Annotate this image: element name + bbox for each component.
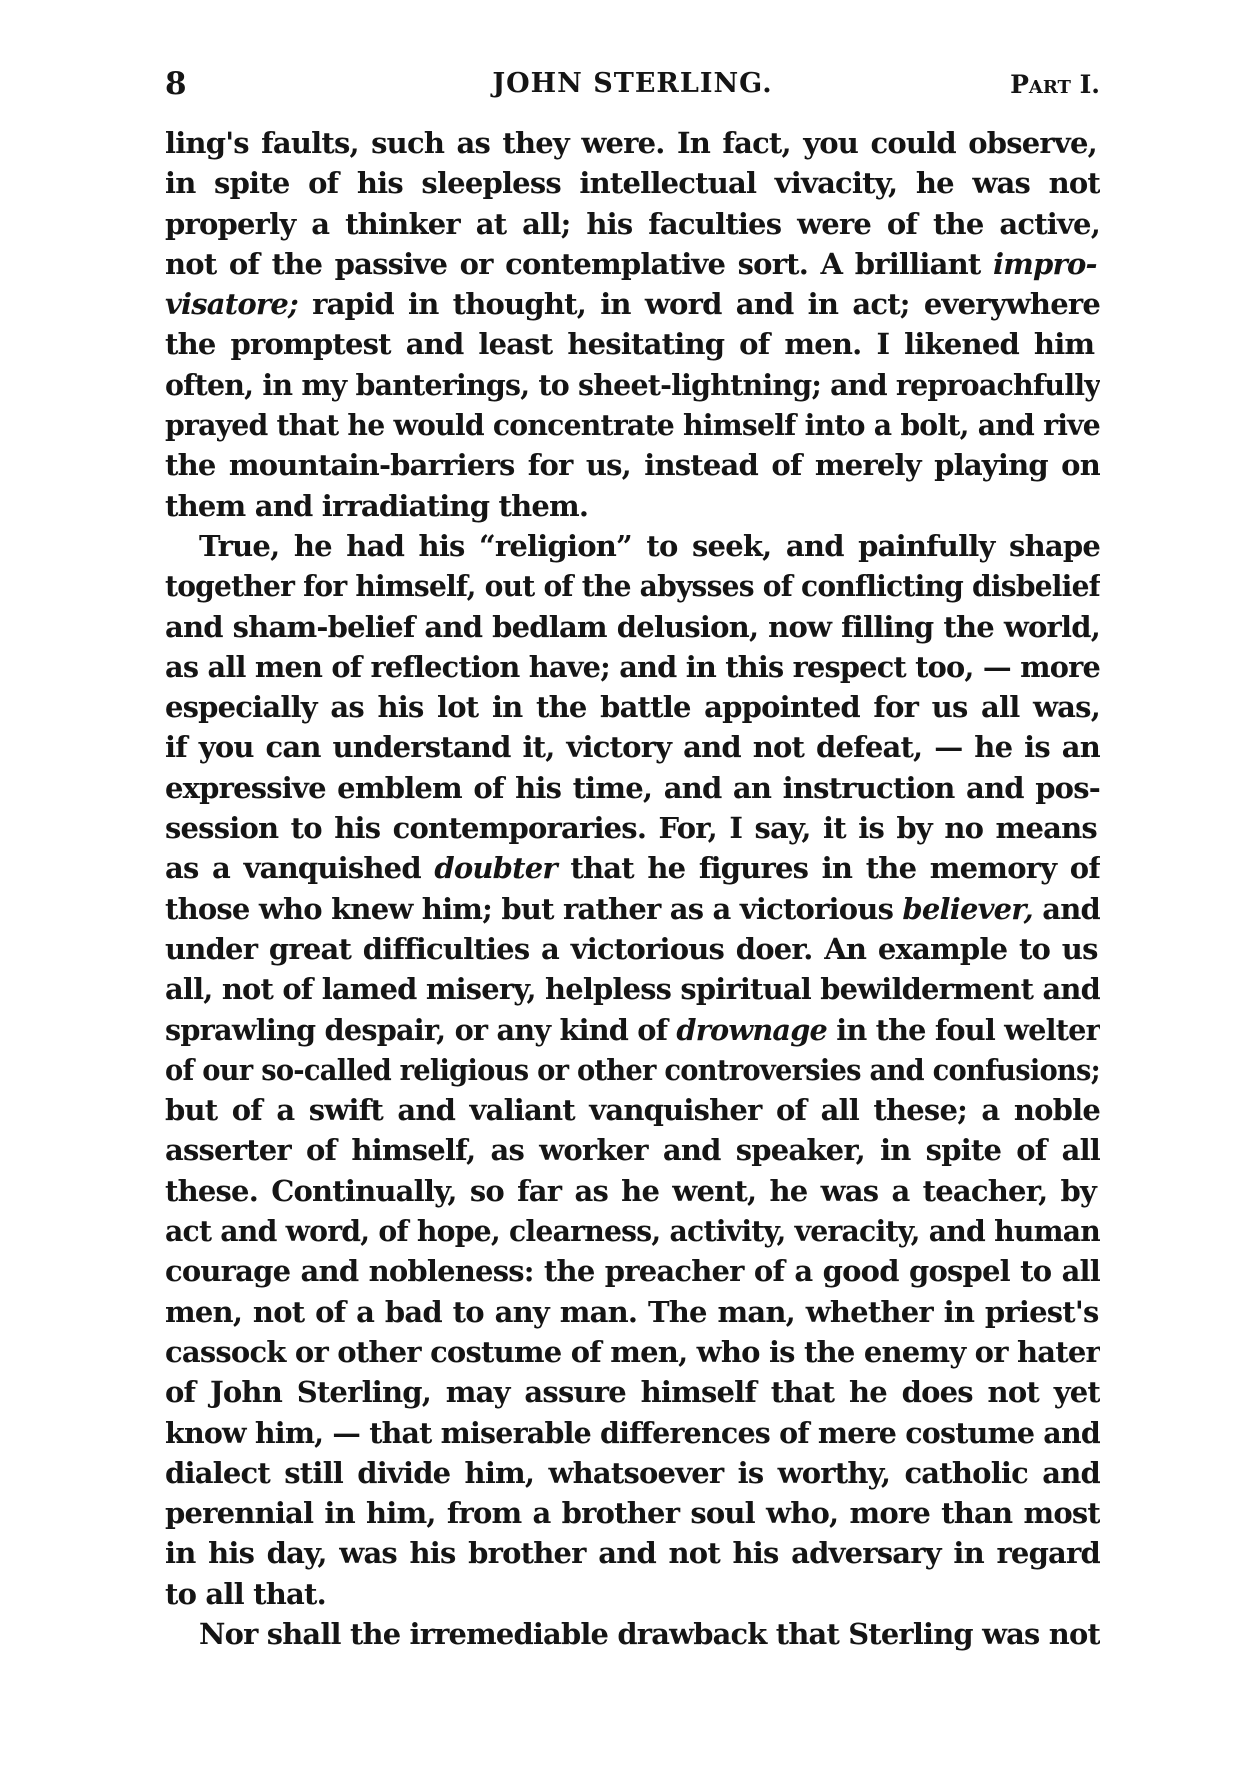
text-run: and <box>1032 891 1100 926</box>
text-run: if you can understand it, victory and not defeat, — he is an <box>165 730 1100 765</box>
text-run: often, in my banterings, to sheet-lightning; and reproachfully <box>165 367 1100 402</box>
text-line <box>165 607 1100 647</box>
text-line <box>165 687 1100 727</box>
text-line <box>165 808 1100 848</box>
text-line <box>165 526 1100 566</box>
page-header <box>165 66 1100 110</box>
text-line <box>165 204 1100 244</box>
text-line <box>165 1171 1100 1211</box>
text-line <box>165 324 1100 364</box>
text-run: rapid in thought, in word and in act; everywhere <box>297 287 1100 322</box>
italic-text: visatore; <box>165 287 298 322</box>
text-run: but of a swift and valiant vanquisher of all these; a noble <box>165 1093 1100 1128</box>
running-title: JOHN STERLING. <box>492 68 773 99</box>
text-line <box>165 848 1100 888</box>
text-run: as a vanquished <box>165 851 435 886</box>
text-run: those who knew him; but rather as a victorious <box>165 891 903 926</box>
part-label: Part I. <box>1010 70 1100 99</box>
text-run: the promptest and least hesitating of men. I likened him <box>165 327 1095 362</box>
text-line <box>165 1574 1100 1614</box>
italic-text: doubter <box>434 851 557 886</box>
text-run: the mountain-barriers for us, instead of merely playing on <box>165 448 1100 483</box>
text-line <box>165 1533 1100 1573</box>
text-run: courage and nobleness: the preacher of a good gospel to all <box>165 1254 1100 1289</box>
text-line <box>165 1332 1100 1372</box>
text-run: sprawling despair, or any kind of <box>165 1012 677 1047</box>
text-run: to all that. <box>165 1576 326 1611</box>
text-run: especially as his lot in the battle appointed for us all was, <box>165 690 1100 725</box>
text-run: Nor shall the irremediable drawback that Sterling was not <box>199 1616 1100 1651</box>
text-run: men, not of a bad to any man. The man, whether in priest's <box>165 1294 1099 1329</box>
text-run: session to his contemporaries. For, I say, it is by no means <box>165 811 1097 846</box>
text-run: as all men of reflection have; and in this respect too, — more <box>165 649 1100 684</box>
text-line <box>165 768 1100 808</box>
text-line <box>165 647 1100 687</box>
text-line <box>165 1010 1100 1050</box>
text-run: together for himself, out of the abysses of conflicting disbelief <box>165 569 1100 604</box>
text-run: of our so-called religious or other controversies and confusions; <box>165 1052 1100 1087</box>
text-run: in the foul welter <box>826 1012 1100 1047</box>
text-run: under great difficulties a victorious doer. An example to us <box>165 931 1098 966</box>
text-run: know him, — that miserable differences of mere costume and <box>165 1415 1100 1450</box>
text-line <box>165 163 1100 203</box>
text-run: asserter of himself, as worker and speaker, in spite of all <box>165 1133 1100 1168</box>
text-line <box>165 365 1100 405</box>
text-line <box>165 123 1100 163</box>
text-line <box>165 727 1100 767</box>
text-run: all, not of lamed misery, helpless spiritual bewilderment and <box>165 972 1100 1007</box>
text-line <box>165 889 1100 929</box>
italic-text: drownage <box>676 1012 827 1047</box>
text-run: of John Sterling, may assure himself that he does not yet <box>165 1375 1100 1410</box>
text-line <box>165 1090 1100 1130</box>
text-run: act and word, of hope, clearness, activity, veracity, and human <box>165 1214 1100 1249</box>
text-line <box>165 1211 1100 1251</box>
text-line <box>165 1453 1100 1493</box>
text-line <box>165 1413 1100 1453</box>
page-number: 8 <box>165 66 187 102</box>
text-line <box>165 1050 1100 1090</box>
text-line <box>165 1130 1100 1170</box>
text-line <box>165 445 1100 485</box>
text-line <box>165 929 1100 969</box>
text-line <box>165 284 1100 324</box>
text-run: properly a thinker at all; his faculties were of the active, <box>165 206 1100 241</box>
text-line <box>165 405 1100 445</box>
body-text <box>165 123 1100 1654</box>
text-run: them and irradiating them. <box>165 488 589 523</box>
text-run: ling's faults, such as they were. In fact, you could observe, <box>165 126 1097 160</box>
text-run: in his day, was his brother and not his adversary in regard <box>165 1536 1100 1571</box>
text-line <box>165 1292 1100 1332</box>
text-run: True, he had his “religion” to seek, and painfully shape <box>199 528 1100 563</box>
text-line <box>165 486 1100 526</box>
text-run: perennial in him, from a brother soul who, more than most <box>165 1496 1100 1531</box>
text-run: expressive emblem of his time, and an instruction and pos- <box>165 770 1100 805</box>
italic-text: impro- <box>992 246 1097 281</box>
text-run: cassock or other costume of men, who is the enemy or hater <box>165 1334 1100 1369</box>
text-line <box>165 1493 1100 1533</box>
text-run: prayed that he would concentrate himself into a bolt, and rive <box>165 408 1100 443</box>
text-run: dialect still divide him, whatsoever is worthy, catholic and <box>165 1455 1100 1490</box>
text-line <box>165 244 1100 284</box>
italic-text: believer, <box>902 891 1033 926</box>
text-line <box>165 1372 1100 1412</box>
text-line <box>165 1251 1100 1291</box>
text-line <box>165 566 1100 606</box>
text-run: not of the passive or contemplative sort. A brilliant <box>165 246 993 281</box>
text-line <box>165 1614 1100 1654</box>
text-run: in spite of his sleepless intellectual vivacity, he was not <box>165 166 1100 201</box>
text-run: that he figures in the memory of <box>556 851 1100 886</box>
text-run: and sham-belief and bedlam delusion, now filling the world, <box>165 609 1100 644</box>
text-run: these. Continually, so far as he went, he was a teacher, by <box>165 1173 1097 1208</box>
text-line <box>165 969 1100 1009</box>
